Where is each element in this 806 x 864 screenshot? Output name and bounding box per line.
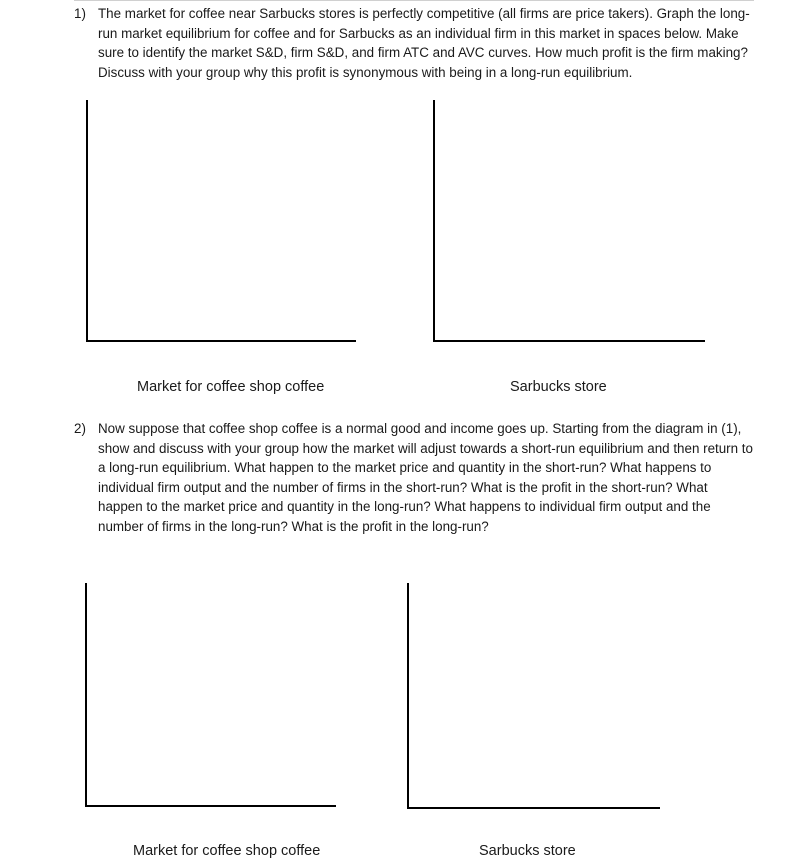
graph-1-market-y-axis [86,100,88,342]
graph-2-market-y-axis [85,583,87,807]
question-2-number: 2) [74,421,86,436]
question-1 [74,4,754,82]
page-top-rule [74,0,754,1]
graph-1-firm-caption: Sarbucks store [510,379,607,395]
question-1-number: 1) [74,6,86,21]
graph-2-firm-x-axis [407,807,660,809]
question-2 [74,419,754,537]
graph-2-market-x-axis [85,805,336,807]
question-2-text[interactable]: Now suppose that coffee shop coffee is a normal good and income goes up. Starting from the diagram in (1), show and discuss with your group how the market will adjust towards a short-run equilibrium and then return to a long-run equilibrium. What happen to the market price and quantity in the short-run? What happens to individual firm output and the number of firms in the short-run? What is the profit in the short-run? What happen to the market price and quantity in the long-run? What happens to individual firm output and the number of firms in the long-run? What is the profit in the long-run? [98,421,753,534]
graph-2-firm-axes [407,583,660,809]
graph-1-firm-y-axis [433,100,435,342]
graph-2-firm-y-axis [407,583,409,809]
graph-1-firm-x-axis [433,340,705,342]
graph-1-firm-axes [433,100,705,342]
graph-1-market-x-axis [86,340,356,342]
question-1-text[interactable]: The market for coffee near Sarbucks stores is perfectly competitive (all firms are price takers). Graph the long-run market equilibrium for coffee and for Sarbucks as an individual firm in this market in spaces below. Make sure to identify the market S&D, firm S&D, and firm ATC and AVC curves. How much profit is the firm making? Discuss with your group why this profit is synonymous with being in a long-run equilibrium. [98,6,750,80]
graph-2-firm-caption: Sarbucks store [479,843,576,859]
graph-2-market-caption: Market for coffee shop coffee [133,843,321,859]
graph-1-market-axes [86,100,356,342]
graph-2-market-axes [85,583,336,807]
graph-1-market-caption: Market for coffee shop coffee [137,379,325,395]
